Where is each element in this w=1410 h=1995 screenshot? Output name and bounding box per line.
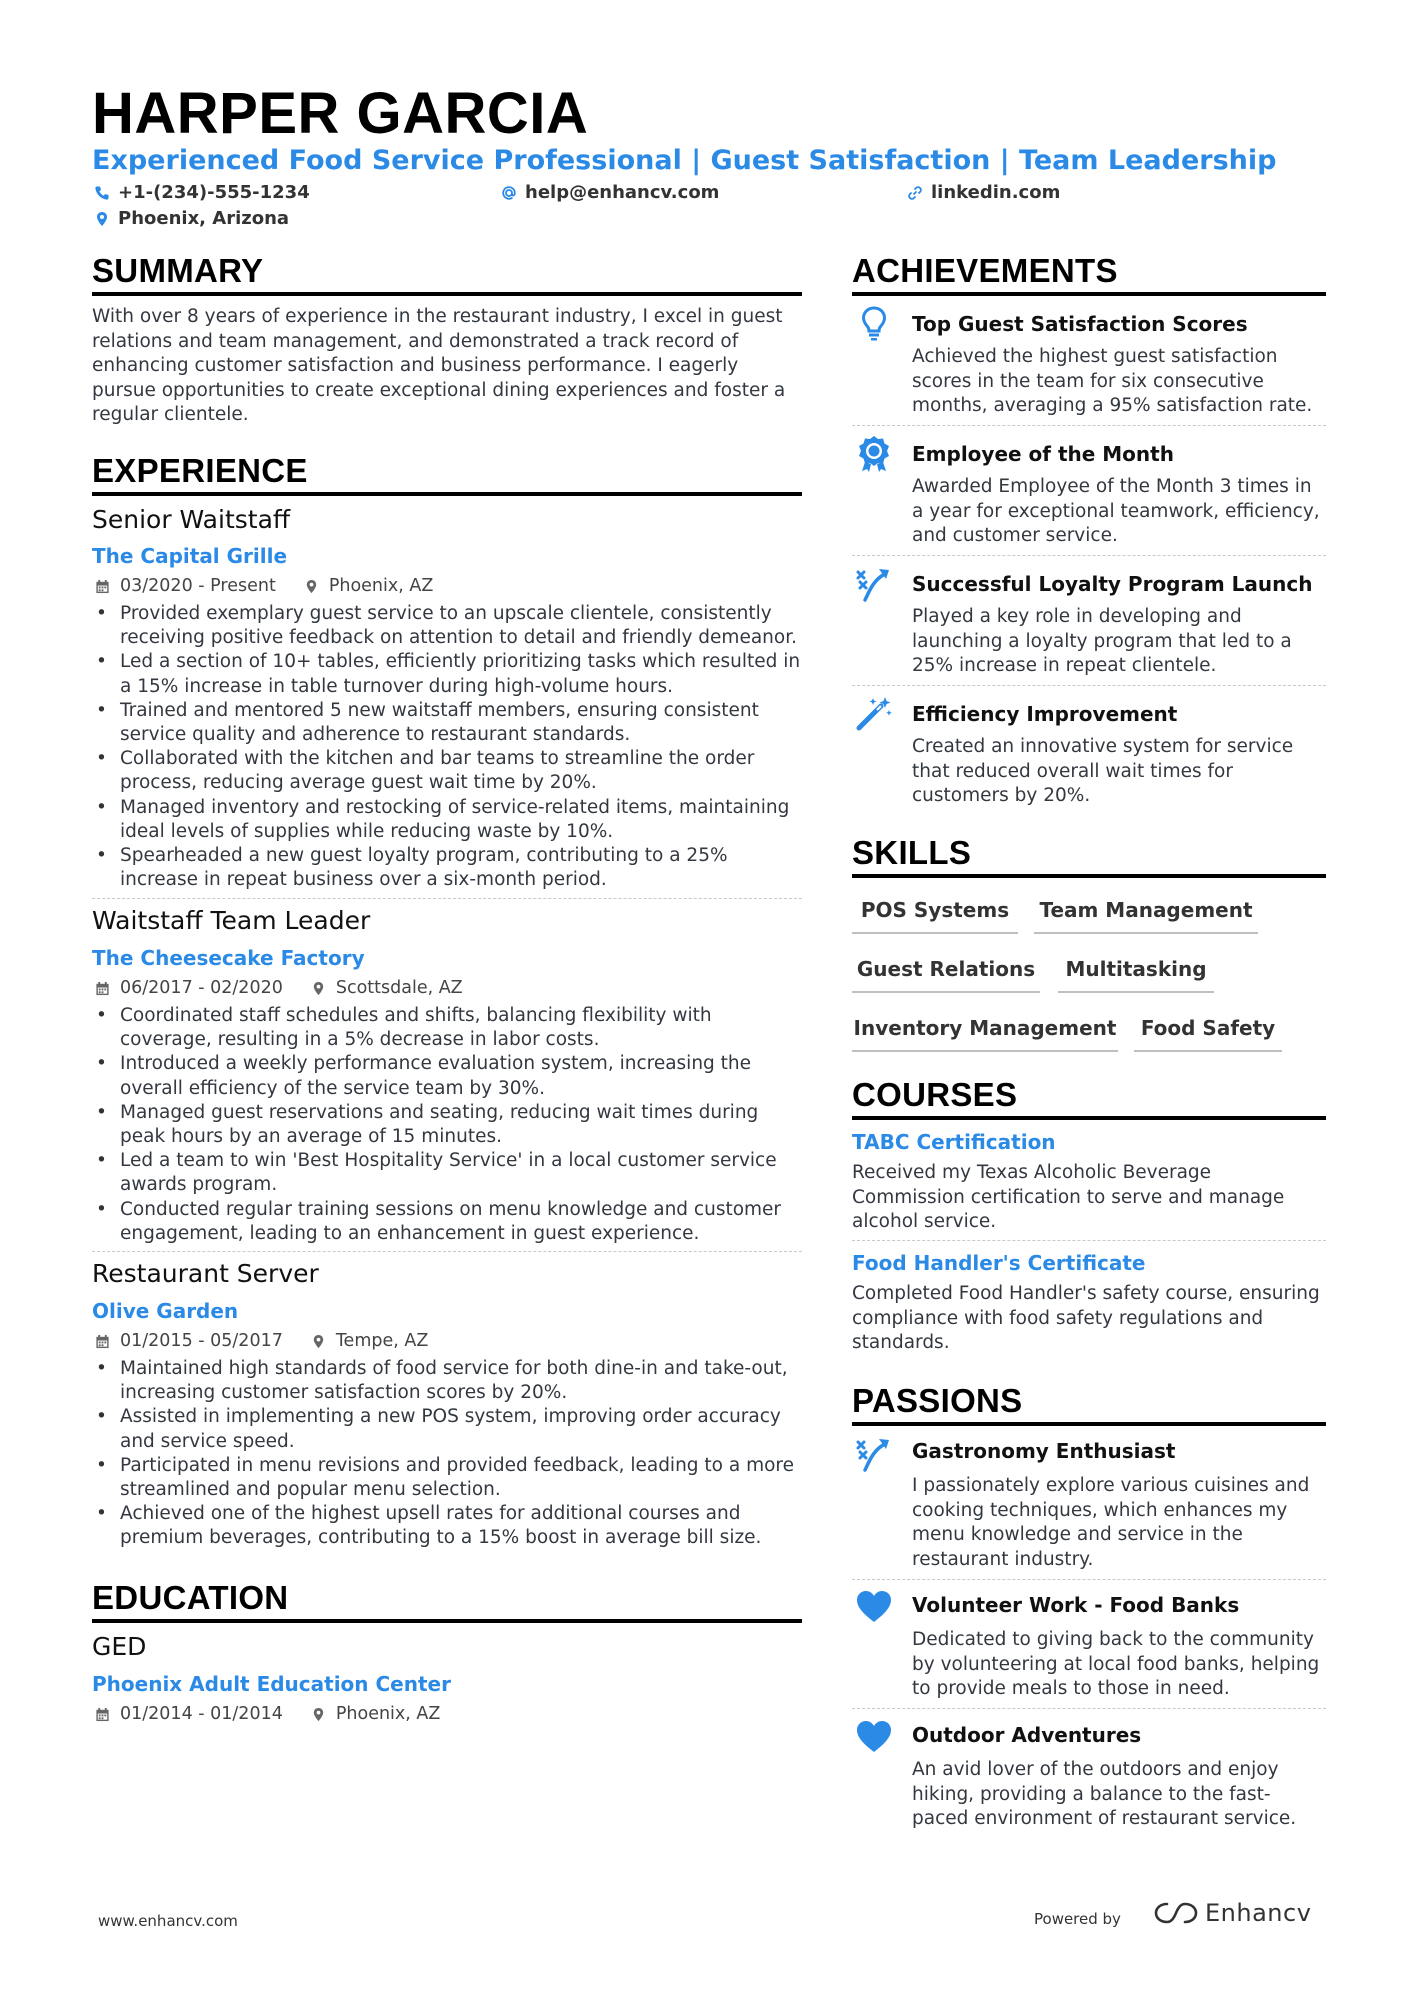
passion-divider — [852, 1579, 1326, 1580]
achievement-divider — [852, 425, 1326, 426]
job-bullet: • Managed inventory and restocking of service-related items, maintaining ideal levels of supplies while reducing waste by 10%. — [92, 796, 804, 844]
course-title: Food Handler's Certificate — [852, 1251, 1146, 1275]
job-role: Waitstaff Team Leader — [92, 906, 371, 935]
passion-desc: Dedicated to giving back to the community by volunteering at local food banks, helping to provide meals to those in need. — [912, 1629, 1320, 1699]
course-divider — [852, 1240, 1326, 1241]
skill-tag: POS Systems — [852, 898, 1018, 934]
linkedin-text: linkedin.com — [931, 182, 1061, 203]
job-bullet: • Assisted in implementing a new POS system, improving order accuracy and service speed. — [92, 1405, 804, 1453]
job-bullet: • Introduced a weekly performance evaluation system, increasing the overall efficiency of the service team by 30%. — [92, 1052, 804, 1100]
job-meta — [95, 1331, 428, 1351]
calendar-icon — [95, 1334, 110, 1349]
footer-brand-name: Enhancv — [1205, 1899, 1312, 1927]
education-location: Phoenix, AZ — [335, 1704, 441, 1724]
calendar-icon — [95, 1707, 110, 1722]
job-company: The Capital Grille — [92, 544, 288, 568]
skill-tag: Multitasking — [1058, 957, 1214, 993]
job-bullets — [92, 1357, 804, 1551]
achievement-desc: Created an innovative system for service that reduced overall wait times for customers by 20%. — [912, 736, 1294, 806]
job-meta — [95, 978, 463, 998]
passion-desc: An avid lover of the outdoors and enjoy hiking, providing a balance to the fast-paced environment of restaurant service. — [912, 1759, 1297, 1829]
passion-title: Gastronomy Enthusiast — [912, 1439, 1176, 1463]
job-bullet: • Coordinated staff schedules and shifts, balancing flexibility with coverage, resulting in a 5% decrease in labor costs. — [92, 1004, 804, 1052]
education-degree: GED — [92, 1632, 147, 1661]
magic-wand-icon — [855, 694, 893, 732]
location-pin-icon — [311, 981, 326, 996]
skill-tag: Guest Relations — [852, 957, 1040, 993]
achievement-desc: Achieved the highest guest satisfaction scores in the team for six consecutive months, averaging a 95% satisfaction rate. — [912, 346, 1313, 416]
education-school: Phoenix Adult Education Center — [92, 1672, 451, 1696]
contact-location — [94, 208, 289, 229]
job-bullet: • Led a team to win 'Best Hospitality Service' in a local customer service awards program. — [92, 1149, 804, 1197]
enhancv-logo-icon — [1153, 1900, 1199, 1926]
skill-tag: Team Management — [1034, 898, 1258, 934]
summary-text: With over 8 years of experience in the restaurant industry, I excel in guest relations and team management, and demonstrated a track record of enhancing customer satisfaction and business performance. I eagerly pursue opportunities to create exceptional dining experiences and foster a regular clientele. — [92, 306, 786, 425]
skills-rule — [852, 874, 1326, 878]
job-bullet: • Achieved one of the highest upsell rates for additional courses and premium beverages, contributing to a 15% boost in average bill size. — [92, 1502, 804, 1550]
heart-icon — [855, 1718, 893, 1756]
achievements-heading: ACHIEVEMENTS — [852, 252, 1118, 289]
courses-rule — [852, 1116, 1326, 1120]
location-pin-icon — [311, 1707, 326, 1722]
calendar-icon — [95, 981, 110, 996]
job-dates: 06/2017 - 02/2020 — [120, 978, 283, 998]
job-bullet: • Participated in menu revisions and provided feedback, leading to a more streamlined and popular menu selection. — [92, 1454, 804, 1502]
job-role: Restaurant Server — [92, 1259, 319, 1288]
link-icon — [907, 185, 923, 201]
job-divider — [92, 1251, 802, 1252]
contact-email[interactable] — [501, 182, 719, 203]
passions-rule — [852, 1422, 1326, 1426]
job-bullets — [92, 1004, 804, 1246]
location-pin-icon — [94, 211, 110, 227]
contact-phone[interactable] — [94, 182, 310, 203]
phone-text: +1-(234)-555-1234 — [118, 182, 310, 203]
achievement-divider — [852, 685, 1326, 686]
job-bullets — [92, 602, 804, 892]
education-dates: 01/2014 - 01/2014 — [120, 1704, 283, 1724]
job-bullet: • Led a section of 10+ tables, efficiently prioritizing tasks which resulted in a 15% increase in table turnover during high-volume hours. — [92, 650, 804, 698]
candidate-name: HARPER GARCIA — [92, 81, 589, 146]
summary-heading: SUMMARY — [92, 252, 264, 289]
job-dates: 03/2020 - Present — [120, 576, 276, 596]
job-location: Tempe, AZ — [335, 1331, 429, 1351]
contact-linkedin[interactable] — [907, 182, 1060, 203]
at-sign-icon — [501, 185, 517, 201]
job-bullet: • Trained and mentored 5 new waitstaff members, ensuring consistent service quality and adherence to restaurant standards. — [92, 699, 804, 747]
achievement-title: Successful Loyalty Program Launch — [912, 572, 1313, 596]
experience-heading: EXPERIENCE — [92, 452, 308, 489]
lightbulb-icon — [855, 304, 893, 342]
passion-divider — [852, 1708, 1326, 1709]
job-bullet: • Provided exemplary guest service to an upscale clientele, consistently receiving positive feedback on attention to detail and friendly demeanor. — [92, 602, 804, 650]
education-meta — [95, 1704, 440, 1724]
heart-icon — [855, 1588, 893, 1626]
skills-heading: SKILLS — [852, 834, 972, 871]
job-role: Senior Waitstaff — [92, 505, 291, 534]
location-pin-icon — [304, 579, 319, 594]
summary-rule — [92, 292, 802, 296]
job-bullet: • Managed guest reservations and seating, reducing wait times during peak hours by an average of 15 minutes. — [92, 1101, 804, 1149]
job-bullet: • Conducted regular training sessions on menu knowledge and customer engagement, leading to an enhancement in guest experience. — [92, 1198, 804, 1246]
job-bullet: • Collaborated with the kitchen and bar teams to streamline the order process, reducing average guest wait time by 20%. — [92, 747, 804, 795]
course-desc: Completed Food Handler's safety course, ensuring compliance with food safety regulations and standards. — [852, 1283, 1320, 1353]
strategy-arrow-icon — [855, 1434, 893, 1472]
course-desc: Received my Texas Alcoholic Beverage Commission certification to serve and manage alcohol service. — [852, 1162, 1285, 1232]
footer-powered-by: Powered by — [1034, 1910, 1121, 1928]
candidate-tagline: Experienced Food Service Professional | Guest Satisfaction | Team Leadership — [92, 145, 1277, 176]
achievement-title: Top Guest Satisfaction Scores — [912, 312, 1248, 336]
calendar-icon — [95, 579, 110, 594]
education-heading: EDUCATION — [92, 1579, 289, 1616]
skill-tag: Food Safety — [1134, 1016, 1282, 1052]
job-bullet: • Maintained high standards of food service for both dine-in and take-out, increasing customer satisfaction scores by 20%. — [92, 1357, 804, 1405]
award-badge-icon — [855, 434, 893, 472]
location-text: Phoenix, Arizona — [118, 208, 290, 229]
passion-title: Outdoor Adventures — [912, 1723, 1142, 1747]
passion-title: Volunteer Work - Food Banks — [912, 1593, 1240, 1617]
email-text: help@enhancv.com — [525, 182, 720, 203]
strategy-arrow-icon — [855, 564, 893, 602]
footer-website[interactable]: www.enhancv.com — [98, 1912, 238, 1930]
job-divider — [92, 898, 802, 899]
experience-rule — [92, 492, 802, 496]
achievement-title: Employee of the Month — [912, 442, 1174, 466]
achievement-title: Efficiency Improvement — [912, 702, 1178, 726]
passion-desc: I passionately explore various cuisines and cooking techniques, which enhances my menu knowledge and service in the restaurant industry. — [912, 1475, 1310, 1570]
courses-heading: COURSES — [852, 1076, 1018, 1113]
achievement-divider — [852, 555, 1326, 556]
footer-brand-logo[interactable] — [1153, 1899, 1311, 1927]
education-rule — [92, 1619, 802, 1623]
achievement-desc: Played a key role in developing and launching a loyalty program that led to a 25% increase in repeat clientele. — [912, 606, 1292, 676]
skill-tag: Inventory Management — [852, 1016, 1118, 1052]
job-location: Phoenix, AZ — [328, 576, 434, 596]
job-dates: 01/2015 - 05/2017 — [120, 1331, 283, 1351]
passions-heading: PASSIONS — [852, 1382, 1023, 1419]
achievements-rule — [852, 292, 1326, 296]
location-pin-icon — [311, 1334, 326, 1349]
achievement-desc: Awarded Employee of the Month 3 times in a year for exceptional teamwork, efficiency, and customer service. — [912, 476, 1320, 546]
job-bullet: • Spearheaded a new guest loyalty program, contributing to a 25% increase in repeat business over a six-month period. — [92, 844, 804, 892]
course-title: TABC Certification — [852, 1130, 1056, 1154]
job-company: The Cheesecake Factory — [92, 946, 365, 970]
job-company: Olive Garden — [92, 1299, 239, 1323]
phone-icon — [94, 185, 110, 201]
job-location: Scottsdale, AZ — [335, 978, 463, 998]
job-meta — [95, 576, 433, 596]
